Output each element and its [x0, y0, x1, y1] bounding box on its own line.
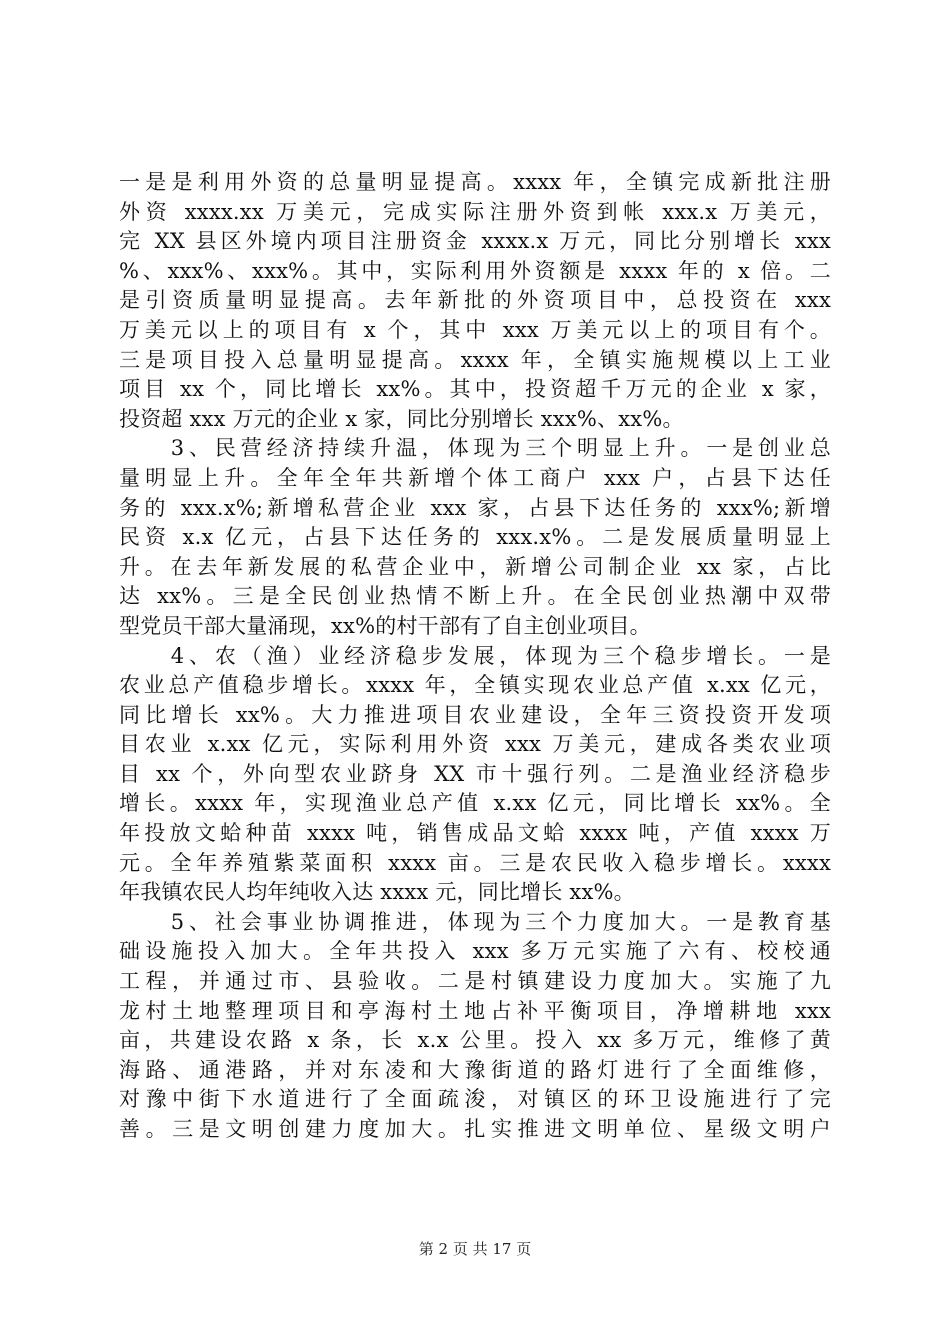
text-line: 万美元以上的项目有 x 个，其中 xxx 万美元以上的项目有个。 — [119, 317, 831, 342]
text-line: 龙村土地整理项目和亭海村土地占补平衡项目，净增耕地 xxx — [119, 998, 831, 1023]
text-line: 量明显上升。全年全年共新增个体工商户 xxx 户，占县下达任 — [119, 465, 831, 490]
text-line: 投资超 xxx 万元的企业 x 家，同比分别增长 xxx%、xx%。 — [119, 406, 684, 431]
text-line: 善。三是文明创建力度加大。扎实推进文明单位、星级文明户 — [119, 1117, 831, 1141]
text-line: 元。全年养殖紫菜面积 xxxx 亩。三是农民收入稳步增长。xxxx — [119, 850, 831, 875]
text-line: 项目 xx 个，同比增长 xx%。其中，投资超千万元的企业 x 家， — [119, 377, 831, 402]
text-line: 4、农（渔）业经济稳步发展，体现为三个稳步增长。一是 — [119, 643, 831, 668]
text-line: 工程，并通过市、县验收。二是村镇建设力度加大。实施了九 — [119, 969, 831, 994]
text-line: 同比增长 xx%。大力推进项目农业建设，全年三资投资开发项 — [119, 702, 831, 727]
text-line: %、xxx%、xxx%。其中，实际利用外资额是 xxxx 年的 x 倍。二 — [119, 258, 831, 283]
text-line: 务的 xxx.x%;新增私营企业 xxx 家，占县下达任务的 xxx%;新增 — [119, 495, 831, 520]
page-number-footer: 第 2 页 共 17 页 — [418, 1240, 532, 1258]
text-line: 完 XX 县区外境内项目注册资金 xxxx.x 万元，同比分别增长 xxx — [119, 229, 831, 254]
text-line: 增长。xxxx 年，实现渔业总产值 x.xx 亿元，同比增长 xx%。全 — [119, 791, 831, 816]
text-line: 亩，共建设农路 x 条，长 x.x 公里。投入 xx 多万元，维修了黄 — [119, 1028, 831, 1053]
text-line: 农业总产值稳步增长。xxxx 年，全镇实现农业总产值 x.xx 亿元， — [119, 673, 831, 698]
text-line: 对豫中街下水道进行了全面疏浚，对镇区的环卫设施进行了完 — [119, 1087, 831, 1112]
text-line: 升。在去年新发展的私营企业中，新增公司制企业 xx 家，占比 — [119, 554, 831, 579]
document-body — [119, 168, 831, 1145]
text-line: 目农业 x.xx 亿元，实际利用外资 xxx 万美元，建成各类农业项 — [119, 732, 831, 757]
text-line: 民资 x.x 亿元，占县下达任务的 xxx.x%。二是发展质量明显上 — [119, 525, 831, 550]
text-line: 一是是利用外资的总量明显提高。xxxx 年，全镇完成新批注册 — [119, 170, 831, 194]
text-line: 是引资质量明显提高。去年新批的外资项目中，总投资在 xxx — [119, 288, 831, 313]
text-line: 目 xx 个，外向型农业跻身 XX 市十强行列。二是渔业经济稳步 — [119, 761, 831, 786]
text-line: 年投放文蛤种苗 xxxx 吨，销售成品文蛤 xxxx 吨，产值 xxxx 万 — [119, 821, 831, 846]
text-line: 础设施投入加大。全年共投入 xxx 多万元实施了六有、校校通 — [119, 939, 831, 964]
text-line: 达 xx%。三是全民创业热情不断上升。在全民创业热潮中双带 — [119, 584, 831, 609]
text-line: 外资 xxxx.xx 万美元，完成实际注册外资到帐 xxx.x 万美元， — [119, 199, 831, 224]
text-line: 5、社会事业协调推进，体现为三个力度加大。一是教育基 — [119, 909, 831, 934]
text-line: 型党员干部大量涌现，xx%的村干部有了自主创业项目。 — [119, 613, 651, 638]
text-line: 三是项目投入总量明显提高。xxxx 年，全镇实施规模以上工业 — [119, 347, 831, 372]
text-line: 3、民营经济持续升温，体现为三个明显上升。一是创业总 — [119, 436, 831, 461]
text-line: 年我镇农民人均年纯收入达 xxxx 元，同比增长 xx%。 — [119, 880, 635, 905]
text-line: 海路、通港路，并对东凌和大豫街道的路灯进行了全面维修， — [119, 1057, 831, 1082]
